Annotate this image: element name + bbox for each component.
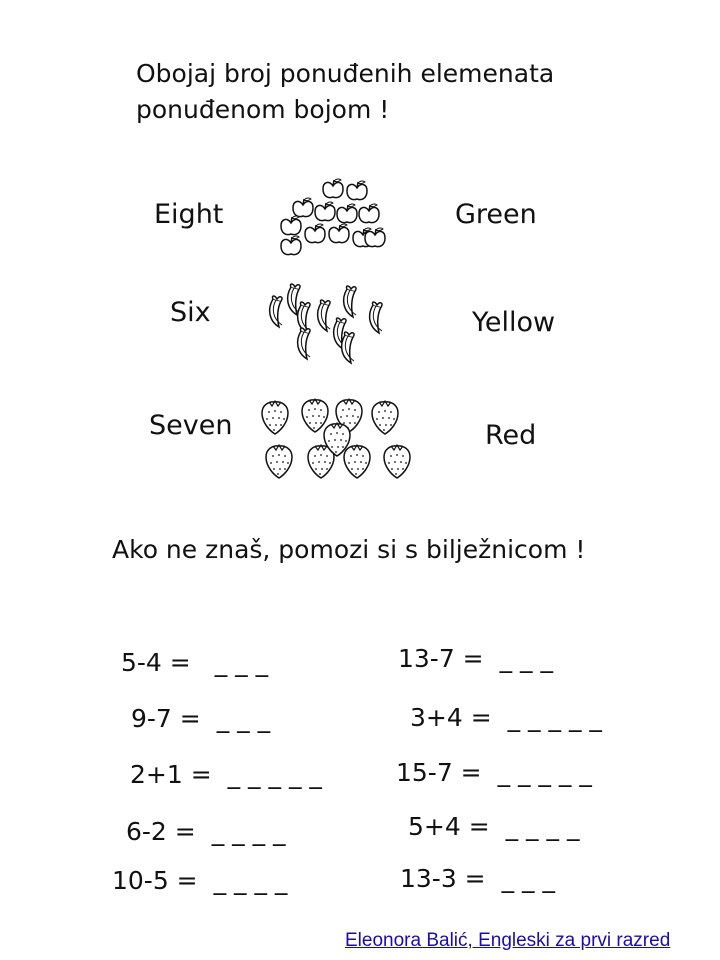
equation-expression: 2+1 = <box>130 760 212 789</box>
equation-expression: 13-7 = <box>398 644 484 673</box>
answer-blank[interactable]: _ _ _ <box>499 644 553 673</box>
number-word-seven: Seven <box>149 410 233 441</box>
equation-right-4 <box>408 812 579 841</box>
banana-icon <box>318 300 330 331</box>
equation-expression: 15-7 = <box>396 758 482 787</box>
banana-icon <box>298 328 310 359</box>
banana-icon <box>270 296 282 327</box>
equation-expression: 13-3 = <box>400 864 486 893</box>
hint-text: Ako ne znaš, pomozi si s bilježnicom ! <box>112 535 586 564</box>
equation-expression: 5+4 = <box>408 812 490 841</box>
footer-author-link[interactable]: Eleonora Balić, Engleski za prvi razred <box>345 930 671 951</box>
apple-icon <box>281 236 301 255</box>
color-word-green: Green <box>455 199 537 230</box>
answer-blank[interactable]: _ _ _ _ _ <box>507 703 602 732</box>
apple-icon <box>347 181 367 200</box>
apple-icon <box>293 198 313 217</box>
color-word-red: Red <box>485 420 537 451</box>
answer-blank[interactable]: _ _ _ _ <box>505 812 580 841</box>
equation-left-1 <box>121 648 268 677</box>
equation-left-4 <box>126 817 286 846</box>
equation-left-3 <box>130 760 322 789</box>
apple-icon <box>337 204 357 223</box>
equation-expression: 10-5 = <box>112 866 198 895</box>
equation-right-5 <box>400 864 555 893</box>
apple-icon <box>315 202 335 221</box>
number-word-six: Six <box>170 297 211 328</box>
apple-icon <box>329 224 349 243</box>
equation-expression: 9-7 = <box>131 704 201 733</box>
apple-icon <box>281 216 301 235</box>
banana-icon <box>370 302 382 333</box>
answer-blank[interactable]: _ _ _ <box>216 704 271 733</box>
answer-blank[interactable]: _ _ _ <box>214 648 269 677</box>
apple-icon <box>305 224 325 243</box>
answer-blank[interactable]: _ _ _ _ _ <box>227 760 322 789</box>
strawberry-icon <box>384 445 410 478</box>
equation-right-2 <box>410 703 602 732</box>
equation-expression: 6-2 = <box>126 817 196 846</box>
instruction-line-2: ponuđenom bojom ! <box>136 95 390 124</box>
strawberry-icon <box>266 445 292 478</box>
strawberry-icon <box>372 401 398 434</box>
instruction-line-1: Obojaj broj ponuđenih elemenata <box>136 59 555 88</box>
banana-icon <box>342 332 354 363</box>
strawberries-group <box>255 395 425 485</box>
apples-group <box>275 175 385 257</box>
equation-expression: 3+4 = <box>410 703 492 732</box>
instruction-title <box>136 56 554 128</box>
equation-left-2 <box>131 704 270 733</box>
strawberry-icon <box>302 399 328 432</box>
bananas-group <box>265 283 395 368</box>
equation-right-3 <box>396 758 592 787</box>
strawberry-icon <box>344 445 370 478</box>
number-word-eight: Eight <box>154 199 224 230</box>
equation-right-1 <box>398 644 553 673</box>
answer-blank[interactable]: _ _ _ <box>501 864 555 893</box>
equation-expression: 5-4 = <box>121 648 191 677</box>
color-word-yellow: Yellow <box>472 307 556 338</box>
equation-left-5 <box>112 866 287 895</box>
answer-blank[interactable]: _ _ _ _ <box>213 866 288 895</box>
answer-blank[interactable]: _ _ _ _ _ <box>497 758 592 787</box>
apple-icon <box>359 204 379 223</box>
apple-icon <box>323 179 343 198</box>
answer-blank[interactable]: _ _ _ _ <box>211 817 286 846</box>
banana-icon <box>344 286 356 317</box>
strawberry-icon <box>262 401 288 434</box>
